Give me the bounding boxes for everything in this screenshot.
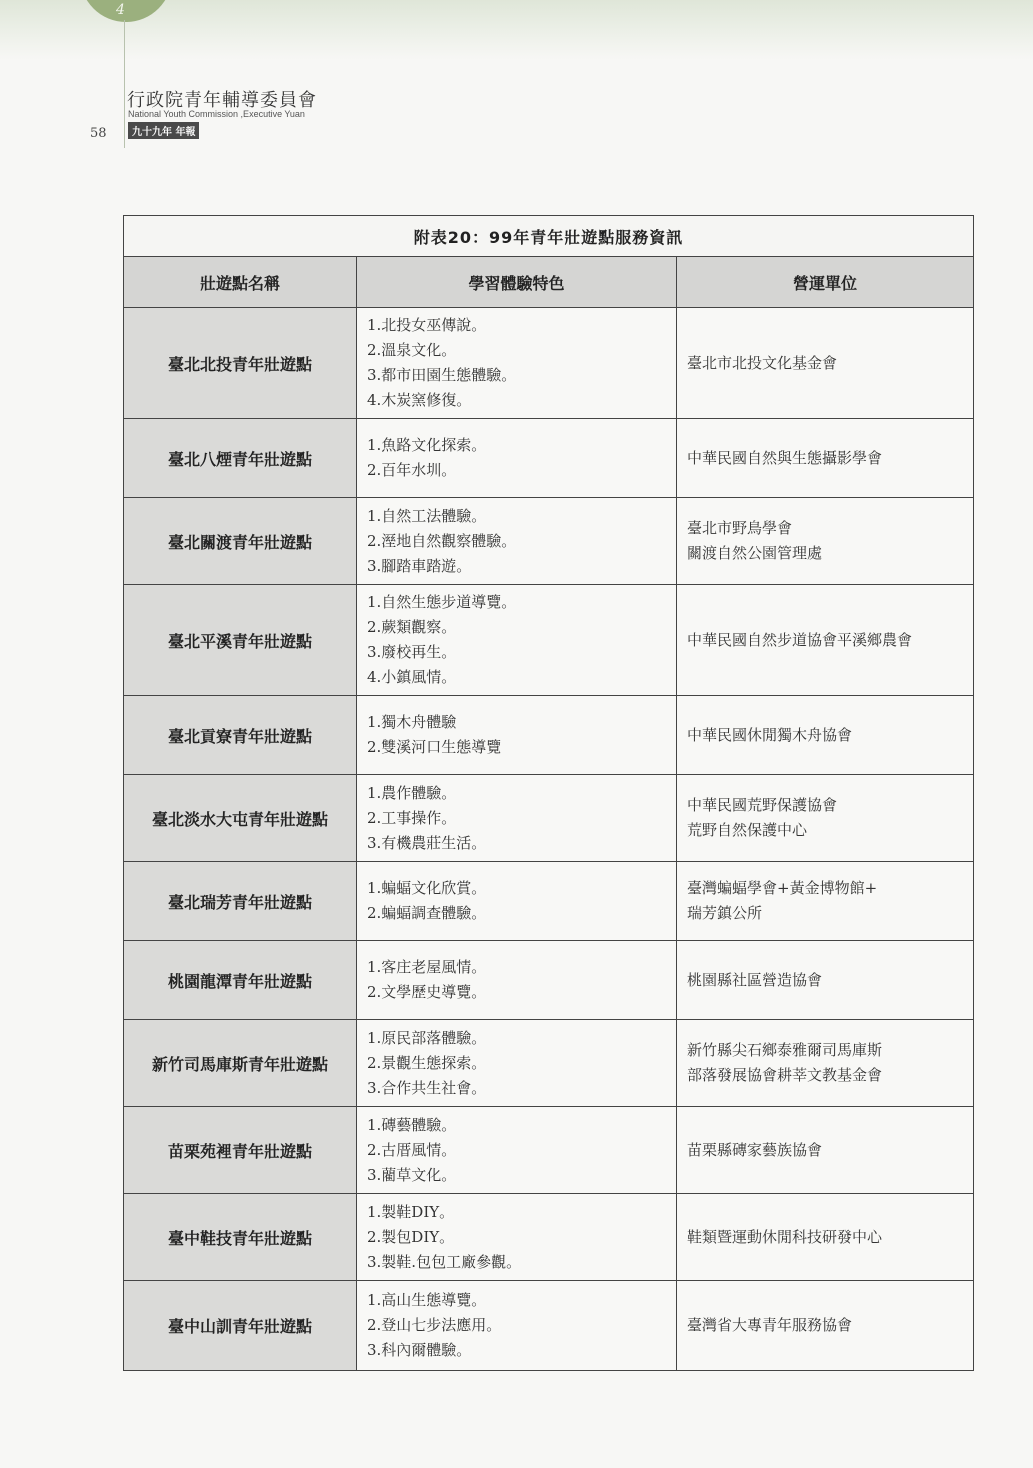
operator-cell <box>677 498 974 585</box>
feature-item: 2.製包DIY。 <box>367 1227 455 1246</box>
features-cell <box>357 696 677 775</box>
operator-line: 中華民國自然與生態攝影學會 <box>687 448 883 467</box>
features-cell <box>357 308 677 419</box>
operator-line: 桃園縣社區營造協會 <box>687 970 823 989</box>
feature-item: 3.有機農莊生活。 <box>367 833 487 852</box>
features-cell <box>357 1107 677 1194</box>
operator-cell <box>677 1194 974 1281</box>
feature-item: 2.蝙蝠調查體驗。 <box>367 904 487 922</box>
report-year-badge: 九十九年 年報 <box>128 122 199 139</box>
site-name-cell: 臺北貢寮青年壯遊點 <box>124 696 357 775</box>
page-number: 58 <box>90 126 107 141</box>
operator-cell <box>677 419 974 498</box>
table-row <box>124 419 974 498</box>
operator-cell <box>677 696 974 775</box>
operator-line: 臺北市北投文化基金會 <box>687 353 838 372</box>
org-name-english: National Youth Commission ,Executive Yuan <box>128 109 305 119</box>
table-body <box>124 308 974 1371</box>
features-cell <box>357 862 677 941</box>
feature-item: 1.蝙蝠文化欣賞。 <box>367 879 487 897</box>
operator-line: 中華民國荒野保護協會 <box>687 796 838 814</box>
operator-cell <box>677 862 974 941</box>
operator-line: 鞋類暨運動休閒科技研發中心 <box>687 1227 883 1246</box>
feature-item: 1.高山生態導覽。 <box>367 1291 487 1309</box>
operator-cell <box>677 1020 974 1107</box>
features-cell <box>357 419 677 498</box>
features-cell <box>357 498 677 585</box>
feature-item: 2.文學歷史導覽。 <box>367 983 487 1001</box>
table-row <box>124 1107 974 1194</box>
operator-cell <box>677 585 974 696</box>
operator-cell <box>677 1107 974 1194</box>
org-name-chinese: 行政院青年輔導委員會 <box>127 90 317 111</box>
operator-cell <box>677 1281 974 1371</box>
feature-item: 2.溫泉文化。 <box>367 341 457 359</box>
operator-cell <box>677 775 974 862</box>
table-row <box>124 941 974 1020</box>
site-name-cell: 苗栗苑裡青年壯遊點 <box>124 1107 357 1194</box>
feature-item: 2.溼地自然觀察體驗。 <box>367 531 517 550</box>
operator-line: 臺灣蝙蝠學會+黃金博物館+ <box>687 879 878 897</box>
feature-item: 2.蕨類觀察。 <box>367 618 457 636</box>
feature-item: 2.百年水圳。 <box>367 461 457 479</box>
features-cell <box>357 941 677 1020</box>
table-row <box>124 775 974 862</box>
table-row <box>124 1194 974 1281</box>
feature-item: 1.製鞋DIY。 <box>367 1202 455 1221</box>
column-header-site-name: 壯遊點名稱 <box>124 257 357 308</box>
feature-item: 3.藺草文化。 <box>367 1165 457 1184</box>
table-header-row <box>124 257 974 308</box>
column-header-features: 學習體驗特色 <box>357 257 677 308</box>
feature-item: 1.自然工法體驗。 <box>367 506 487 525</box>
site-name-cell: 臺北瑞芳青年壯遊點 <box>124 862 357 941</box>
header-divider <box>124 20 125 148</box>
operator-line: 荒野自然保護中心 <box>687 821 808 839</box>
operator-line: 關渡自然公園管理處 <box>687 544 823 562</box>
features-cell <box>357 1194 677 1281</box>
operator-line: 瑞芳鎮公所 <box>687 904 763 922</box>
site-name-cell: 臺北淡水大屯青年壯遊點 <box>124 775 357 862</box>
site-name-cell: 臺北平溪青年壯遊點 <box>124 585 357 696</box>
operator-line: 苗栗縣磚家藝族協會 <box>687 1140 823 1159</box>
operator-line: 臺北市野鳥學會 <box>687 519 793 537</box>
site-name-cell: 臺北八煙青年壯遊點 <box>124 419 357 498</box>
feature-item: 1.魚路文化探索。 <box>367 436 487 454</box>
table-row <box>124 862 974 941</box>
table-row <box>124 696 974 775</box>
feature-item: 2.古厝風情。 <box>367 1140 457 1159</box>
feature-item: 1.獨木舟體驗 <box>367 713 457 731</box>
table-caption: 附表20：99年青年壯遊點服務資訊 <box>124 216 974 257</box>
operator-line: 新竹縣尖石鄉泰雅爾司馬庫斯 <box>687 1041 883 1059</box>
feature-item: 3.科內爾體驗。 <box>367 1341 472 1359</box>
feature-item: 4.木炭窯修復。 <box>367 391 472 409</box>
site-name-cell: 臺中山訓青年壯遊點 <box>124 1281 357 1371</box>
table-row <box>124 498 974 585</box>
features-cell <box>357 1281 677 1371</box>
feature-item: 2.登山七步法應用。 <box>367 1316 502 1334</box>
features-cell <box>357 585 677 696</box>
feature-item: 3.製鞋.包包工廠參觀。 <box>367 1252 522 1271</box>
column-header-operator: 營運單位 <box>677 257 974 308</box>
youth-travel-sites-table <box>123 215 974 1371</box>
feature-item: 2.雙溪河口生態導覽 <box>367 738 502 756</box>
feature-item: 2.工事操作。 <box>367 808 457 827</box>
site-name-cell: 桃園龍潭青年壯遊點 <box>124 941 357 1020</box>
feature-item: 4.小鎮風情。 <box>367 668 457 686</box>
site-name-cell: 臺中鞋技青年壯遊點 <box>124 1194 357 1281</box>
feature-item: 1.北投女巫傳說。 <box>367 316 487 334</box>
feature-item: 3.廢校再生。 <box>367 643 457 661</box>
features-cell <box>357 775 677 862</box>
table-row <box>124 1020 974 1107</box>
features-cell <box>357 1020 677 1107</box>
operator-cell <box>677 941 974 1020</box>
operator-line: 臺灣省大專青年服務協會 <box>687 1316 853 1334</box>
chapter-number: 4 <box>116 2 125 18</box>
table-row <box>124 1281 974 1371</box>
operator-cell <box>677 308 974 419</box>
feature-item: 1.原民部落體驗。 <box>367 1028 487 1047</box>
feature-item: 2.景觀生態探索。 <box>367 1053 487 1072</box>
site-name-cell: 新竹司馬庫斯青年壯遊點 <box>124 1020 357 1107</box>
feature-item: 1.客庄老屋風情。 <box>367 958 487 976</box>
table-row <box>124 585 974 696</box>
site-name-cell: 臺北北投青年壯遊點 <box>124 308 357 419</box>
operator-line: 部落發展協會耕莘文教基金會 <box>687 1066 883 1084</box>
operator-line: 中華民國休閒獨木舟協會 <box>687 725 853 744</box>
feature-item: 3.都市田園生態體驗。 <box>367 366 517 384</box>
feature-item: 1.磚藝體驗。 <box>367 1115 457 1134</box>
operator-line: 中華民國自然步道協會平溪鄉農會 <box>687 630 913 649</box>
feature-item: 3.腳踏車踏遊。 <box>367 556 472 575</box>
feature-item: 1.自然生態步道導覽。 <box>367 593 517 611</box>
site-name-cell: 臺北關渡青年壯遊點 <box>124 498 357 585</box>
feature-item: 3.合作共生社會。 <box>367 1078 487 1097</box>
table-row <box>124 308 974 419</box>
feature-item: 1.農作體驗。 <box>367 783 457 802</box>
